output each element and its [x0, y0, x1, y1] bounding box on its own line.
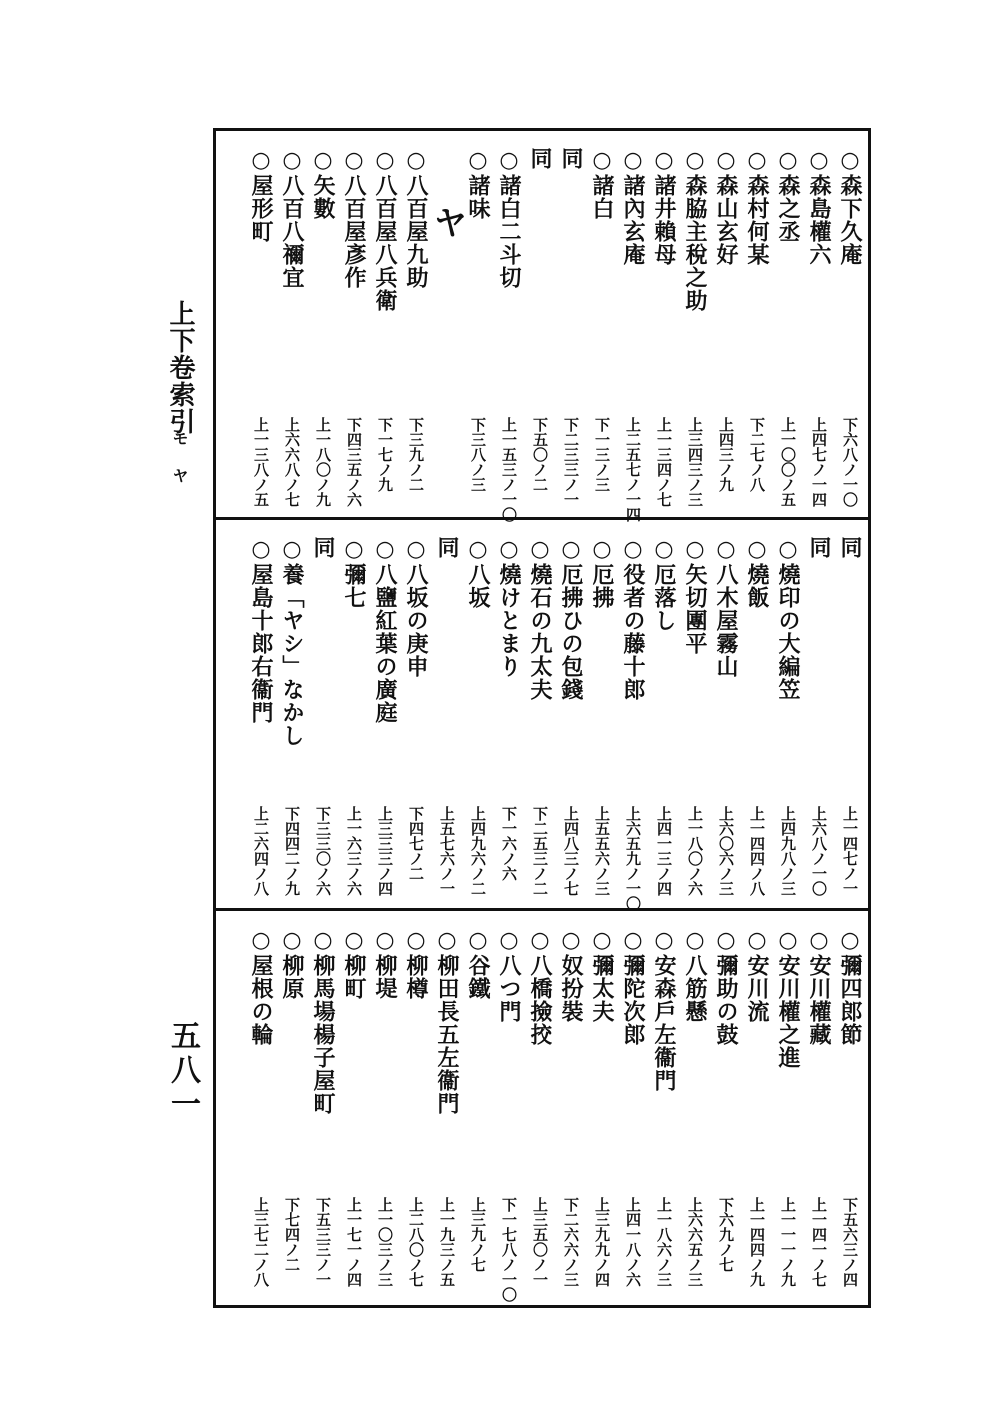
index-entry: [462, 911, 494, 1305]
index-entry: [524, 131, 556, 517]
entry-page-ref: 下二七ノ八: [748, 417, 766, 492]
entry-term: ○八坂: [465, 536, 491, 609]
entry-term: ○森下久庵: [837, 147, 863, 266]
index-entry: [369, 520, 401, 908]
entry-page-ref: 上三九ノ七: [469, 1197, 487, 1272]
index-entry: [555, 520, 587, 908]
entry-term: ○燒飯: [744, 536, 770, 609]
entry-term: ○八木屋霧山: [713, 536, 739, 678]
kana-section-heading: ヤ: [427, 205, 467, 239]
entry-term: ○彌太夫: [589, 927, 615, 1023]
entry-term: ○八百八禰宜: [279, 147, 305, 289]
index-section-middle: [216, 520, 868, 911]
entry-page-ref: 上六〇六ノ三: [717, 806, 735, 896]
entry-term: ○厄拂ひの包錢: [558, 536, 584, 701]
index-entry: [245, 131, 277, 517]
index-entry: [431, 911, 463, 1305]
entry-term: ○安川權藏: [806, 927, 832, 1046]
running-title: 上下卷索引: [165, 300, 195, 435]
index-entry: [307, 131, 339, 517]
entry-page-ref: 上一五三ノ一〇: [500, 417, 518, 522]
entry-page-ref: 上一三八ノ五: [252, 417, 270, 507]
entry-page-ref: 上一四一ノ七: [810, 1197, 828, 1287]
entry-term: ○八百屋九助: [403, 147, 429, 289]
entry-term: ○八橋撿挍: [527, 927, 553, 1046]
entry-page-ref: 上二五七ノ一四: [624, 417, 642, 522]
entry-term: ○柳町: [341, 927, 367, 1000]
entry-term: ○柳樽: [403, 927, 429, 1000]
entry-page-ref: 上六八ノ一〇: [810, 806, 828, 896]
index-entry: [276, 131, 308, 517]
entry-term: ○燒けとまり: [496, 536, 522, 678]
entry-page-ref: 上一四四ノ九: [748, 1197, 766, 1287]
index-entry: [617, 520, 649, 911]
entry-page-ref: 下三三〇ノ六: [314, 806, 332, 896]
entry-page-ref: 上四九八ノ三: [779, 806, 797, 896]
entry-term: ○八坂の庚申: [403, 536, 429, 678]
entry-page-ref: 下一七八ノ一〇: [500, 1197, 518, 1302]
entry-page-ref: 上六六五ノ三: [686, 1197, 704, 1287]
index-entry: [834, 131, 866, 517]
entry-term: ○谷鐵: [465, 927, 491, 1000]
index-entry: [772, 131, 804, 517]
entry-term: ○屋島十郎右衞門: [248, 536, 274, 724]
entry-page-ref: 下三九ノ二: [407, 417, 425, 492]
index-entry: [741, 520, 773, 908]
index-entry: [400, 520, 432, 908]
entry-page-ref: 上一九三ノ五: [438, 1197, 456, 1287]
index-entry: [462, 520, 494, 908]
index-entry: [307, 911, 339, 1305]
entry-page-ref: 下一三ノ三: [593, 417, 611, 492]
entry-page-ref: 上四三ノ九: [717, 417, 735, 492]
entry-term: ○森島權六: [806, 147, 832, 266]
entry-term: ○役者の藤十郎: [620, 536, 646, 701]
index-entry: [803, 520, 835, 908]
index-entry: [338, 911, 370, 1305]
kana-marks: モ ヤ: [170, 430, 189, 492]
entry-term: ○厄拂: [589, 536, 615, 609]
index-entry: [276, 520, 308, 908]
index-entry: [276, 911, 308, 1305]
entry-page-ref: 下三八ノ三: [469, 417, 487, 492]
entry-term: ○彌助の鼓: [713, 927, 739, 1046]
entry-page-ref: 上六六八ノ七: [283, 417, 301, 507]
entry-term: ○安川權之進: [775, 927, 801, 1069]
entry-term: ○燒印の大編笠: [775, 536, 801, 701]
index-entry: [772, 520, 804, 908]
entry-term: 同: [558, 147, 584, 170]
index-entry: [586, 911, 618, 1305]
index-entry: [710, 131, 742, 517]
entry-page-ref: 上二八〇ノ七: [407, 1197, 425, 1287]
entry-term: ○彌四郎節: [837, 927, 863, 1046]
entry-term: ○矢切團平: [682, 536, 708, 655]
entry-term: ○柳堤: [372, 927, 398, 1000]
index-entry: [679, 520, 711, 908]
index-entry: [462, 131, 494, 517]
entry-page-ref: 下六九ノ七: [717, 1197, 735, 1272]
entry-page-ref: 下五六三ノ四: [841, 1197, 859, 1287]
index-entry: [493, 520, 525, 908]
entry-page-ref: 上三九九ノ四: [593, 1197, 611, 1287]
index-entry: [648, 911, 680, 1305]
entry-page-ref: 上一六三ノ六: [345, 806, 363, 896]
index-entry: [617, 131, 649, 522]
entry-page-ref: 上一一一ノ九: [779, 1197, 797, 1287]
index-entry: [803, 131, 835, 517]
entry-page-ref: 上三七二ノ八: [252, 1197, 270, 1287]
entry-term: ○屋根の輪: [248, 927, 274, 1046]
entry-term: ○柳田長五左衞門: [434, 927, 460, 1115]
index-entry: [586, 520, 618, 908]
entry-term: ○柳馬場楊子屋町: [310, 927, 336, 1115]
entry-term: ○森脇主稅之助: [682, 147, 708, 312]
entry-term: ○安森戶左衞門: [651, 927, 677, 1092]
entry-term: ○諸白二斗切: [496, 147, 522, 289]
entry-term: ○八鹽紅葉の廣庭: [372, 536, 398, 724]
entry-page-ref: 下七四ノ二: [283, 1197, 301, 1272]
entry-page-ref: 上四七ノ一四: [810, 417, 828, 507]
entry-page-ref: 下六八ノ一〇: [841, 417, 859, 507]
entry-page-ref: 上三三三ノ四: [376, 806, 394, 896]
entry-page-ref: 上一八〇ノ六: [686, 806, 704, 896]
entry-page-ref: 上一八〇ノ九: [314, 417, 332, 507]
entry-term: 同: [310, 536, 336, 559]
entry-term: 同: [434, 536, 460, 559]
index-entry: [803, 911, 835, 1305]
index-entry: [710, 911, 742, 1305]
entry-page-ref: 上三四三ノ三: [686, 417, 704, 507]
entry-page-ref: 上一〇三ノ三: [376, 1197, 394, 1287]
entry-term: ○諸井賴母: [651, 147, 677, 266]
entry-term: ○燒石の九太夫: [527, 536, 553, 701]
entry-page-ref: 上六五九ノ一〇: [624, 806, 642, 911]
index-entry: [431, 131, 463, 517]
entry-term: ○森之丞: [775, 147, 801, 243]
entry-page-ref: 下五三三ノ一: [314, 1197, 332, 1287]
index-entry: [338, 520, 370, 908]
entry-term: ○八筋懸: [682, 927, 708, 1023]
entry-page-ref: 上一八六ノ三: [655, 1197, 673, 1287]
index-entry: [369, 131, 401, 517]
index-entry: [338, 131, 370, 517]
index-entry: [245, 911, 277, 1305]
entry-term: ○養「ヤシ」なかし: [279, 536, 305, 747]
entry-term: 同: [837, 536, 863, 559]
entry-term: ○矢數: [310, 147, 336, 220]
entry-term: 同: [527, 147, 553, 170]
index-entry: [400, 911, 432, 1305]
entry-term: ○八百屋八兵衛: [372, 147, 398, 312]
index-entry: [741, 131, 773, 517]
index-entry: [307, 520, 339, 908]
index-entry: [555, 911, 587, 1305]
index-entry: [679, 911, 711, 1305]
entry-page-ref: 下二三三ノ一: [562, 417, 580, 507]
index-entry: [524, 520, 556, 908]
index-entry: [741, 911, 773, 1305]
entry-term: ○屋形町: [248, 147, 274, 243]
entry-page-ref: 下一六ノ六: [500, 806, 518, 881]
index-entry: [369, 911, 401, 1305]
entry-page-ref: 上四九六ノ二: [469, 806, 487, 896]
entry-page-ref: 上一四七ノ一: [841, 806, 859, 896]
index-entry: [679, 131, 711, 517]
index-entry: [586, 131, 618, 517]
index-entry: [648, 131, 680, 517]
index-entry: [617, 911, 649, 1305]
index-entry: [648, 520, 680, 908]
entry-term: ○森山玄好: [713, 147, 739, 266]
entry-page-ref: 上二六四ノ八: [252, 806, 270, 896]
entry-term: [431, 147, 463, 417]
entry-page-ref: 上四一三ノ四: [655, 806, 673, 896]
index-entry: [834, 520, 866, 908]
index-entry: [245, 520, 277, 908]
entry-page-ref: 上一四四ノ八: [748, 806, 766, 896]
entry-term: ○安川流: [744, 927, 770, 1023]
entry-page-ref: 上四八三ノ七: [562, 806, 580, 896]
index-entry: [555, 131, 587, 517]
entry-term: ○諸白: [589, 147, 615, 220]
entry-term: ○厄落し: [651, 536, 677, 632]
entry-page-ref: 下二六六ノ三: [562, 1197, 580, 1287]
entry-term: ○彌七: [341, 536, 367, 609]
index-entry: [710, 520, 742, 908]
entry-term: 同: [806, 536, 832, 559]
entry-page-ref: 上四一八ノ六: [624, 1197, 642, 1287]
index-entry: [431, 520, 463, 908]
entry-term: ○森村何某: [744, 147, 770, 266]
entry-term: ○八百屋彥作: [341, 147, 367, 289]
entry-page-ref: 下四四二ノ九: [283, 806, 301, 896]
index-section-bottom: [216, 911, 868, 1305]
index-entry: [400, 131, 432, 517]
entry-page-ref: 下五〇ノ二: [531, 417, 549, 492]
entry-term: ○八つ門: [496, 927, 522, 1023]
entry-page-ref: 下二五三ノ二: [531, 806, 549, 896]
entry-page-ref: 下四三五ノ六: [345, 417, 363, 507]
index-section-top: [216, 131, 868, 522]
entry-page-ref: 下一七ノ九: [376, 417, 394, 492]
entry-page-ref: 上一〇〇ノ五: [779, 417, 797, 507]
entry-term: ○諸內玄庵: [620, 147, 646, 266]
entry-term: ○彌陀次郎: [620, 927, 646, 1046]
entry-page-ref: 上五五六ノ三: [593, 806, 611, 896]
entry-page-ref: 上三五〇ノ一: [531, 1197, 549, 1287]
entry-term: ○諸味: [465, 147, 491, 220]
entry-page-ref: 上一三四ノ七: [655, 417, 673, 507]
entry-term: ○柳原: [279, 927, 305, 1000]
entry-page-ref: 上五七六ノ一: [438, 806, 456, 896]
index-entry: [524, 911, 556, 1305]
entry-term: ○奴扮裝: [558, 927, 584, 1023]
page-number: 五八一: [165, 1020, 200, 1122]
index-entry: [493, 911, 525, 1305]
entry-page-ref: 下四七ノ二: [407, 806, 425, 881]
index-entry: [493, 131, 525, 522]
index-entry: [834, 911, 866, 1305]
entry-page-ref: 上一七一ノ四: [345, 1197, 363, 1287]
index-entry: [772, 911, 804, 1305]
entry-page-ref: [433, 417, 461, 517]
